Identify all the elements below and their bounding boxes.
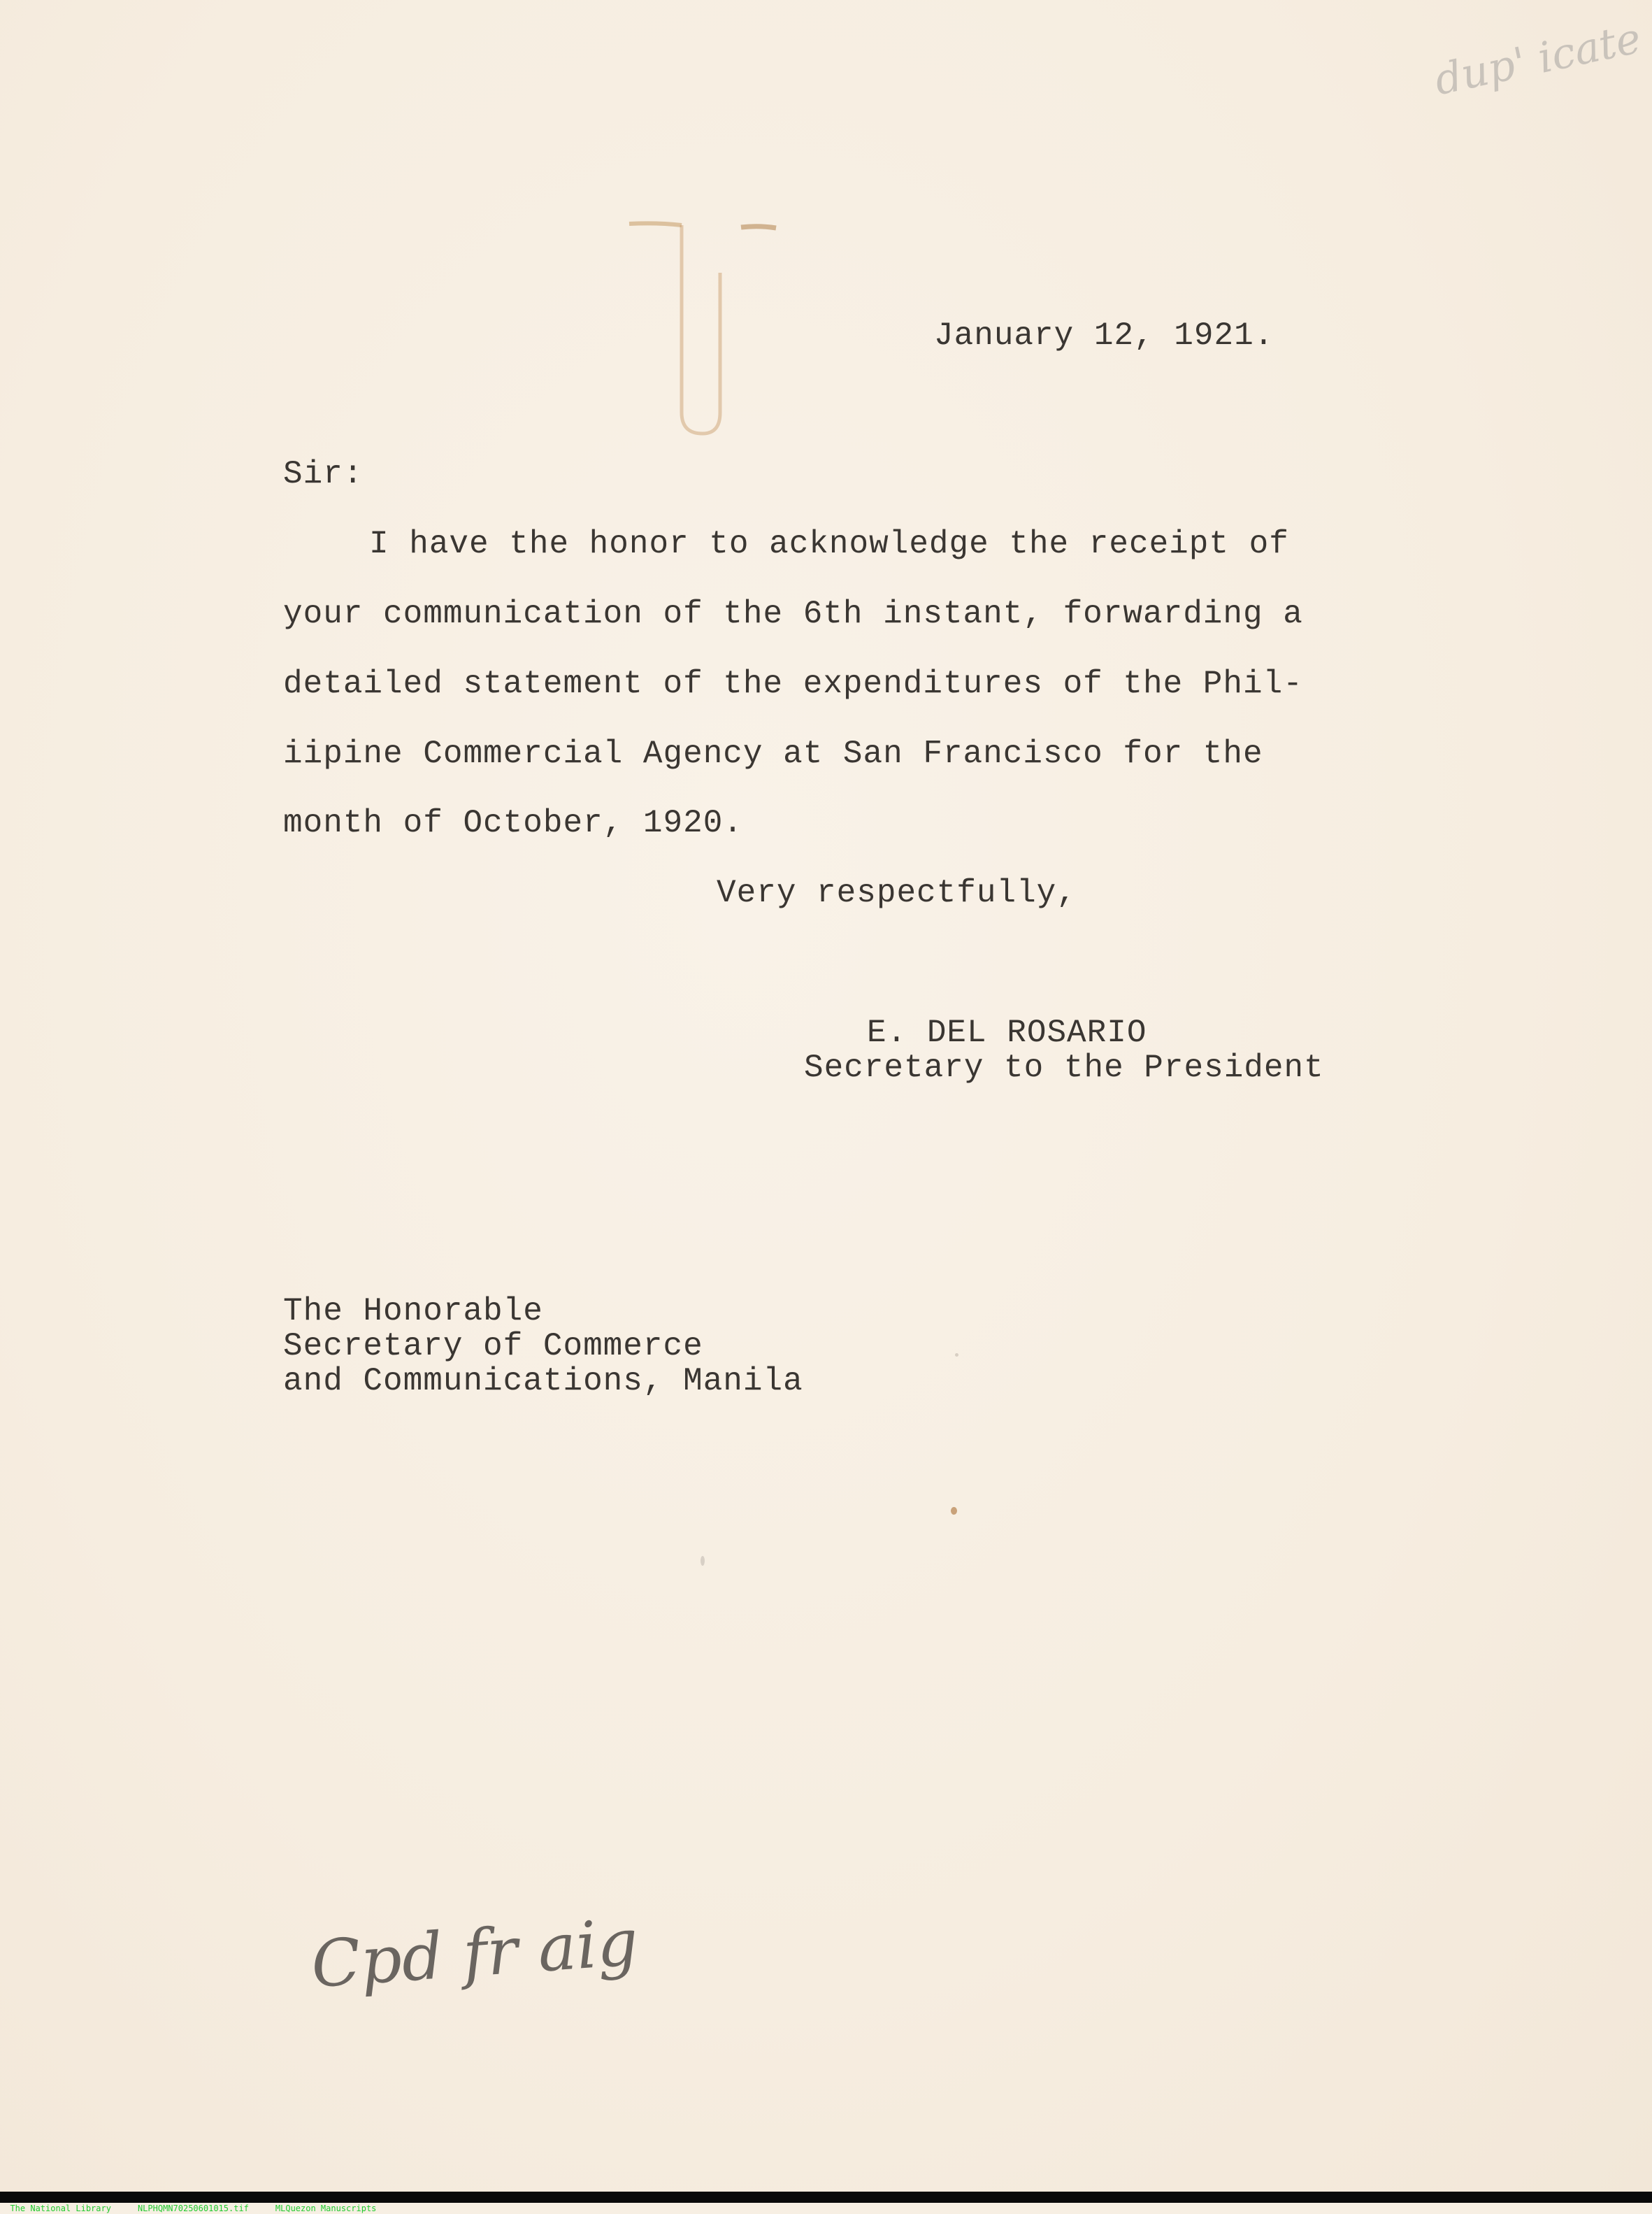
closing: Very respectfully, (717, 875, 1077, 911)
footer-collection: MLQuezon Manuscripts (275, 2204, 377, 2213)
addressee-line: and Communications, Manila (283, 1363, 803, 1399)
body-line: iipine Commercial Agency at San Francisco for the (283, 736, 1263, 772)
body-line: detailed statement of the expenditures of the Phil- (283, 666, 1303, 702)
handwritten-note-duplicate: dup' icate (1430, 13, 1646, 106)
body-line: I have the honor to acknowledge the receipt of (369, 526, 1289, 562)
handwritten-note-copied: Cpd fr aig (308, 1904, 641, 2003)
letter-date: January 12, 1921. (934, 317, 1274, 354)
signature-name: E. DEL ROSARIO (867, 1015, 1147, 1051)
signature-title: Secretary to the President (804, 1050, 1324, 1086)
scan-footer (0, 2192, 1652, 2213)
addressee-line: The Honorable (283, 1293, 543, 1329)
ink-speck (701, 1556, 705, 1566)
footer-file: NLPHQMN70250601015.tif (137, 2204, 249, 2213)
footer-library: The National Library (10, 2204, 111, 2213)
ink-speck (955, 1353, 958, 1357)
ink-speck (951, 1507, 957, 1515)
body-line: your communication of the 6th instant, forwarding a (283, 596, 1303, 632)
addressee-line: Secretary of Commerce (283, 1328, 703, 1364)
paperclip-stain (615, 210, 797, 448)
salutation: Sir: (283, 456, 364, 492)
body-line: month of October, 1920. (283, 805, 743, 841)
